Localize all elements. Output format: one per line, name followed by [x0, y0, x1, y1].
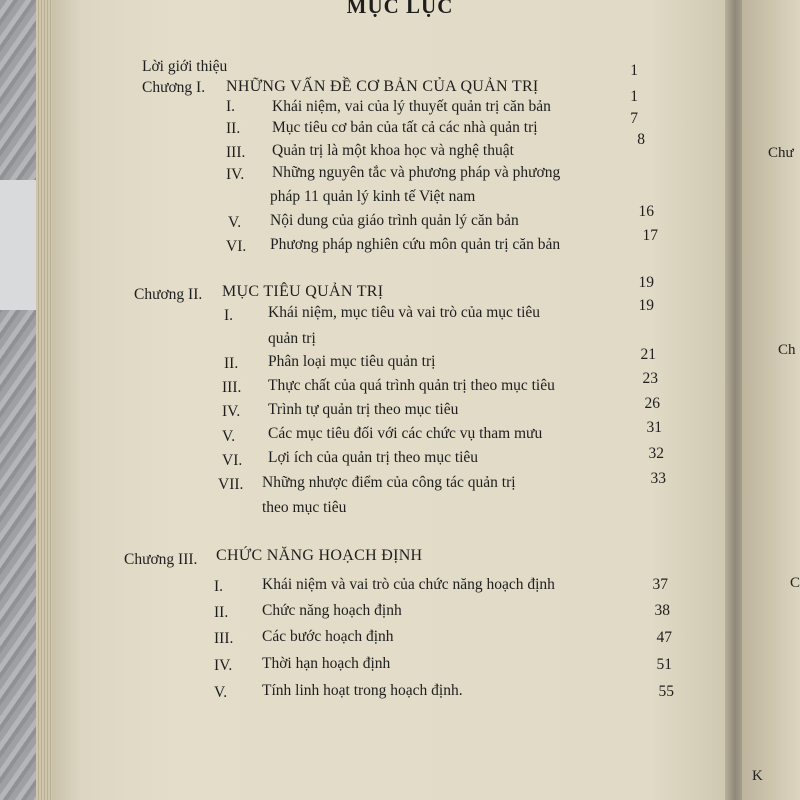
- toc-item-number: V.: [228, 214, 242, 231]
- toc-item-text: Nội dung của giáo trình quản lý căn bản: [270, 212, 519, 229]
- toc-item-text: Thực chất của quá trình quản trị theo mục tiêu: [268, 377, 555, 394]
- toc-item-number: III.: [226, 144, 246, 161]
- toc-item-page: 55: [658, 683, 674, 700]
- toc-item-text: Mục tiêu cơ bản của tất cả các nhà quản trị: [272, 119, 538, 136]
- chapter-1-page: 1: [630, 62, 638, 79]
- facing-page-fragment: C: [790, 575, 800, 591]
- toc-item-text-continued: pháp 11 quản lý kinh tế Việt nam: [270, 188, 476, 205]
- toc-item-text: Phương pháp nghiên cứu môn quản trị căn bản: [270, 236, 561, 253]
- toc-item-number: IV.: [222, 403, 241, 420]
- toc-item-number: I.: [214, 578, 224, 595]
- toc-item-number: III.: [214, 630, 234, 647]
- toc-item-number: V.: [222, 428, 236, 445]
- toc-item-text: Những nguyên tắc và phương pháp và phương: [272, 164, 561, 181]
- toc-item-text: Phân loại mục tiêu quản trị: [268, 353, 436, 370]
- chapter-2-page: 19: [638, 274, 654, 291]
- toc-item-page: 16: [638, 203, 654, 220]
- toc-item-text: Khái niệm và vai trò của chức năng hoạch định: [262, 576, 555, 593]
- chapter-2-title: MỤC TIÊU QUẢN TRỊ: [222, 283, 384, 300]
- chapter-3-label: Chương III.: [124, 551, 198, 568]
- toc-item-page: 32: [648, 445, 664, 462]
- toc-item-page: 17: [642, 227, 658, 244]
- toc-item-text-continued: theo mục tiêu: [262, 499, 347, 516]
- toc-item-number: II.: [214, 604, 229, 621]
- toc-item-text: Khái niệm, vai của lý thuyết quản trị căn bản: [272, 98, 551, 115]
- toc-item-number: I.: [226, 98, 236, 115]
- toc-item-text: Thời hạn hoạch định: [262, 655, 391, 672]
- toc-item-page: 33: [650, 470, 666, 487]
- toc-item-page: 38: [654, 602, 670, 619]
- chapter-3-title: CHỨC NĂNG HOẠCH ĐỊNH: [216, 547, 423, 564]
- chapter-2-label: Chương II.: [134, 286, 203, 303]
- toc-item-number: VI.: [222, 452, 243, 469]
- toc-item-text: Tính linh hoạt trong hoạch định.: [262, 682, 463, 699]
- toc-item-text: Các bước hoạch định: [262, 628, 394, 645]
- toc-item-number: II.: [224, 355, 239, 372]
- toc-item-number: I.: [224, 307, 234, 324]
- chapter-1-title: NHỮNG VẤN ĐỀ CƠ BẢN CỦA QUẢN TRỊ: [226, 78, 539, 95]
- toc-item-number: VI.: [226, 238, 247, 255]
- toc-item-page: 23: [642, 370, 658, 387]
- toc-item-number: IV.: [214, 657, 233, 674]
- toc-item-text: Khái niệm, mục tiêu và vai trò của mục tiêu: [268, 304, 541, 321]
- background-white-object: [0, 180, 40, 310]
- toc-item-page: 21: [640, 346, 656, 363]
- facing-page-fragment: K: [752, 768, 763, 784]
- facing-page-fragment: Ch: [778, 342, 796, 358]
- toc-item-text-continued: quản trị: [268, 330, 316, 347]
- book-facing-page: [742, 0, 800, 800]
- toc-item-page: 47: [656, 629, 672, 646]
- intro-entry: Lời giới thiệu: [142, 58, 228, 75]
- facing-page-fragment: Chư: [768, 145, 794, 161]
- toc-item-number: II.: [226, 120, 241, 137]
- toc-item-page: 8: [637, 131, 645, 148]
- toc-item-text: Lợi ích của quản trị theo mục tiêu: [268, 449, 479, 466]
- toc-item-page: 7: [630, 110, 638, 127]
- toc-item-text: Chức năng hoạch định: [262, 602, 402, 619]
- toc-item-number: V.: [214, 684, 228, 701]
- toc-item-text: Những nhược điểm của công tác quản trị: [262, 474, 516, 491]
- toc-item-text: Các mục tiêu đối với các chức vụ tham mưu: [268, 425, 543, 442]
- toc-item-text: Trình tự quản trị theo mục tiêu: [268, 401, 459, 418]
- page-title: MỤC LỤC: [346, 0, 454, 18]
- toc-item-number: VII.: [218, 476, 244, 493]
- toc-item-page: 31: [646, 419, 662, 436]
- toc-item-number: IV.: [226, 166, 245, 183]
- toc-item-page: 37: [652, 576, 668, 593]
- toc-item-page: 19: [638, 297, 654, 314]
- toc-item-page: 26: [644, 395, 660, 412]
- chapter-1-label: Chương I.: [142, 79, 206, 96]
- toc-item-number: III.: [222, 379, 242, 396]
- toc-item-text: Quản trị là một khoa học và nghệ thuật: [272, 142, 514, 159]
- toc-item-page: 1: [630, 88, 638, 105]
- toc-item-page: 51: [656, 656, 672, 673]
